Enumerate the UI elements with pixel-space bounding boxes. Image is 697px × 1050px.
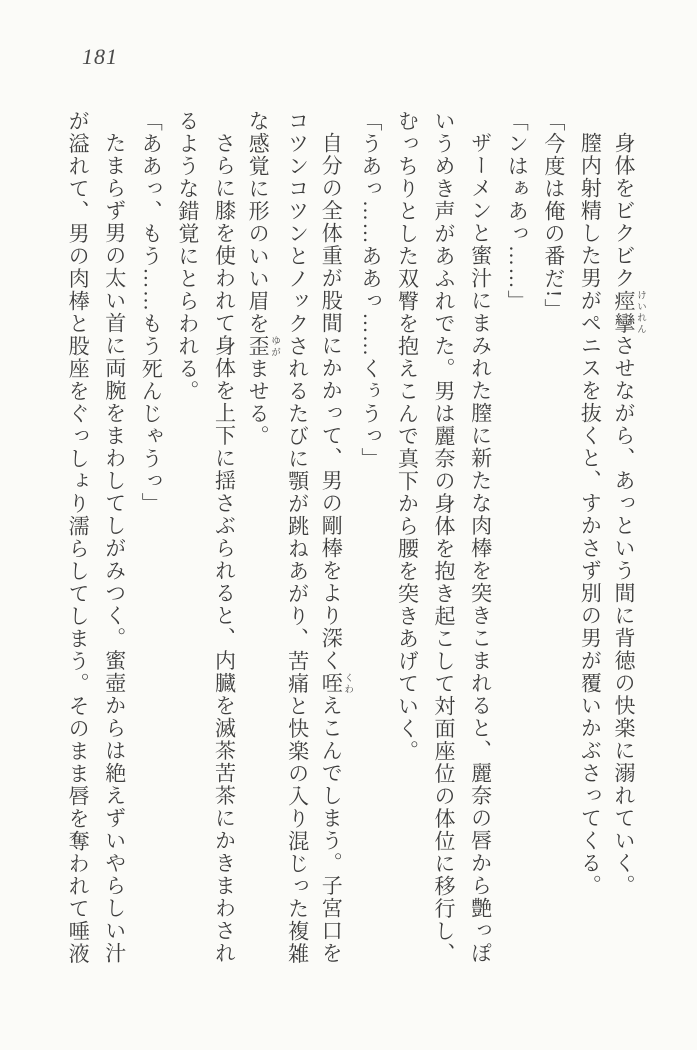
text-column: たまらず男の太い首に両腕をまわしてしがみつく。蜜壺からは絶えずいやらしい汁 [102,132,127,965]
furigana-annotation: 痙攣 けいれん [612,289,645,335]
text-column: 「ンはぁあっ……」 [505,110,530,313]
text-block [60,110,646,968]
text-column: が溢れて、男の肉棒と股座をぐっしょり濡らしてしまう。そのまま唇を奪われて唾液 [66,110,91,965]
furigana-annotation: 歪 ゆが [246,335,280,358]
text-column: るような錯覚にとらわれる。 [175,110,200,403]
text-column: 「今度は俺の番だ!」 [541,110,566,321]
text-column: 自分の全体重が股間にかかって、男の剛棒をより深く咥 くわえこんでしまう。子宮口を [319,132,353,965]
text-column: いうめき声があふれでた。男は麗奈の身体を抱き起こして対面座位の体位に移行し、 [432,110,457,965]
text-column: むっちりとした双臀を抱えこんで真下から腰を突きあげていく。 [395,110,420,763]
text-column: コツンコツンとノックされるたびに顎が跳ねあがり、苦痛と快楽の入り混じった複雑 [285,110,310,965]
text-column: ザーメンと蜜汁にまみれた膣に新たな肉棒を突きこまれると、麗奈の唇から艶っぽ [468,132,493,965]
text-column: 身体をビクビク痙攣 けいれんさせながら、あっという間に背徳の快楽に溺れていく。 [612,132,645,897]
furigana-annotation: 咥 くわ [319,672,353,695]
text-column: な感覚に形のいい眉を歪 ゆがませる。 [246,110,280,448]
text-column: さらに膝を使われて身体を上下に揺さぶられると、内臓を滅茶苦茶にかきまわされ [212,132,237,965]
page-number: 181 [82,44,118,69]
text-column: 膣内射精した男がペニスを抜くと、すかさず別の男が覆いかぶさってくる。 [578,132,603,897]
text-column: 「うあっ……ああっ……くぅうっ」 [358,110,383,470]
text-column: 「ああっ、もう……もう死んじゃうっ」 [139,110,164,515]
